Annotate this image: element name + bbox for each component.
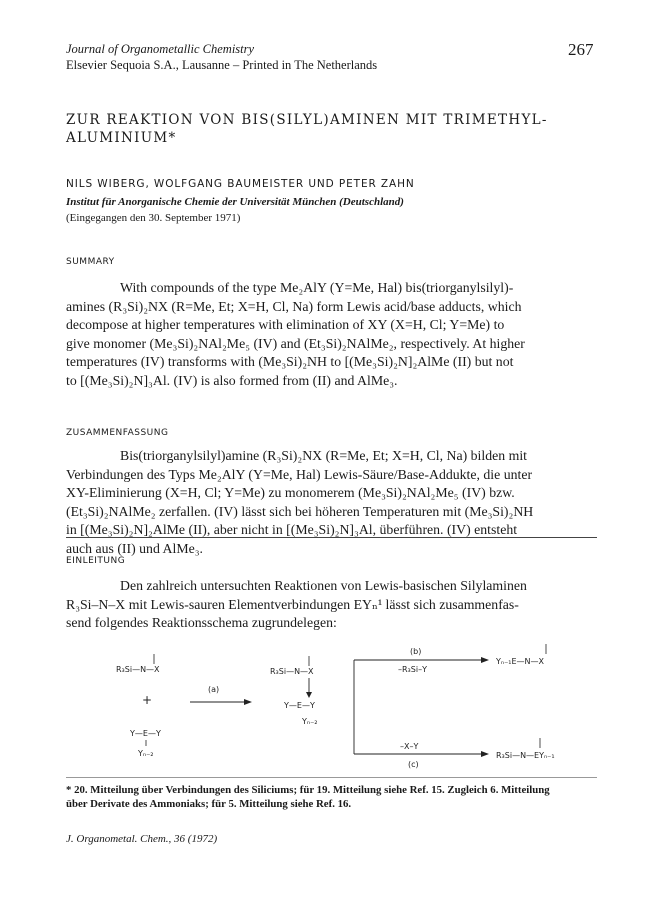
summary-line: give monomer (Me₃Si)₂NAl₂Me₅ (IV) and (Et₃Si)₂NAlMe₂, respectively. At higher	[66, 335, 525, 351]
title-line-1: ZUR REAKTION VON BIS(SILYL)AMINEN MIT TRIMETHYL-	[66, 112, 548, 128]
title-line-2: ALUMINIUM*	[66, 130, 177, 146]
einleitung-line: R₃Si–N–X mit Lewis-sauren Elementverbindungen EYₙ¹ lässt sich zusammenfas-	[66, 596, 519, 612]
scheme-step-b-elim: –R₃Si–Y	[398, 665, 427, 674]
summary-line: With compounds of the type Me₂AlY (Y=Me, Hal) bis(triorganylsilyl)-	[120, 280, 514, 295]
scheme-product-c: R₃Si—N—EYₙ₋₁	[496, 751, 555, 760]
journal-name: Journal of Organometallic Chemistry	[66, 42, 255, 56]
section-divider	[66, 537, 597, 538]
einleitung-text	[66, 577, 597, 633]
scheme-adduct-top: R₃Si—N—X	[270, 667, 314, 676]
scheme-reactant-acid-sub: Yₙ₋₂	[138, 749, 154, 758]
institution: Institut für Anorganische Chemie der Universität München (Deutschland)	[66, 196, 404, 208]
zusammenfassung-line: in [(Me₃Si)₂N]₂AlMe (II), aber nicht in [(Me₃Si)₂N]₃Al, überführen. (IV) entsteht	[66, 522, 518, 537]
scheme-plus: +	[142, 693, 153, 707]
scheme-reactant-acid: Y—E—Y	[130, 729, 161, 738]
zusammenfassung-text	[66, 447, 597, 558]
scheme-step-c: (c)	[408, 760, 419, 769]
scheme-adduct-sub: Yₙ₋₂	[302, 717, 318, 726]
scheme-arrowhead-b	[481, 657, 489, 663]
zusammenfassung-line: (Et₃Si)₂NAlMe₂ zerfallen. (IV) lässt sich bei höheren Temperaturen mit (Me₃Si)₂NH	[66, 503, 534, 519]
summary-heading: SUMMARY	[66, 257, 115, 267]
footnote	[66, 783, 597, 811]
scheme-arrowhead-a	[244, 699, 252, 705]
scheme-step-c-elim: –X–Y	[400, 742, 419, 751]
article-title	[66, 111, 586, 147]
scheme-product-b: Yₙ₋₁E—N—X	[496, 657, 545, 666]
scheme-step-b: (b)	[410, 647, 422, 656]
page-number: 267	[568, 40, 594, 59]
footnote-divider	[66, 777, 597, 778]
einleitung-heading: EINLEITUNG	[66, 556, 126, 566]
journal-citation: J. Organometal. Chem., 36 (1972)	[66, 833, 218, 845]
summary-text	[66, 279, 597, 390]
summary-line: to [(Me₃Si)₂N]₃Al. (IV) is also formed from (II) and AlMe₃.	[66, 372, 398, 388]
summary-line: amines (R₃Si)₂NX (R=Me, Et; X=H, Cl, Na) form Lewis acid/base adducts, which	[66, 298, 522, 314]
publisher-line: Elsevier Sequoia S.A., Lausanne – Printed in The Netherlands	[66, 58, 378, 72]
authors: NILS WIBERG, WOLFGANG BAUMEISTER UND PETER ZAHN	[66, 178, 415, 190]
footnote-line: über Derivate des Ammoniaks; für 5. Mitteilung siehe Ref. 16.	[66, 798, 352, 810]
einleitung-line: Den zahlreich untersuchten Reaktionen von Lewis-basischen Silylaminen	[120, 578, 527, 593]
zusammenfassung-line: Verbindungen des Typs Me₂AlY (Y=Me, Hal) Lewis-Säure/Base-Addukte, die unter	[66, 466, 533, 482]
summary-line: temperatures (IV) transforms with (Me₃Si)₂NH to [(Me₃Si)₂N]₂AlMe (II) but not	[66, 354, 514, 369]
scheme-step-a: (a)	[208, 685, 220, 694]
zusammenfassung-line: auch aus (II) und AlMe₃.	[66, 540, 203, 556]
zusammenfassung-line: Bis(triorganylsilyl)amine (R₃Si)₂NX (R=Me, Et; X=H, Cl, Na) bilden mit	[120, 448, 527, 463]
scheme-dative-arrowhead	[306, 692, 312, 698]
zusammenfassung-line: XY-Eliminierung (X=H, Cl; Y=Me) zu monomerem (Me₃Si)₂NAl₂Me₅ (IV) bzw.	[66, 485, 515, 500]
scheme-reactant-amine: R₃Si—N—X	[116, 665, 160, 674]
received-date: (Eingegangen den 30. September 1971)	[66, 212, 241, 224]
zusammenfassung-heading: ZUSAMMENFASSUNG	[66, 428, 169, 438]
reaction-scheme	[66, 640, 597, 772]
einleitung-line: send folgendes Reaktionsschema zugrundelegen:	[66, 615, 337, 630]
scheme-adduct-bottom: Y—E—Y	[284, 701, 315, 710]
scheme-arrowhead-c	[481, 751, 489, 757]
footnote-line: * 20. Mitteilung über Verbindungen des Siliciums; für 19. Mitteilung siehe Ref. 15. Zugleich 6. Mitteilung	[66, 784, 550, 796]
summary-line: decompose at higher temperatures with elimination of XY (X=H, Cl; Y=Me) to	[66, 317, 505, 332]
